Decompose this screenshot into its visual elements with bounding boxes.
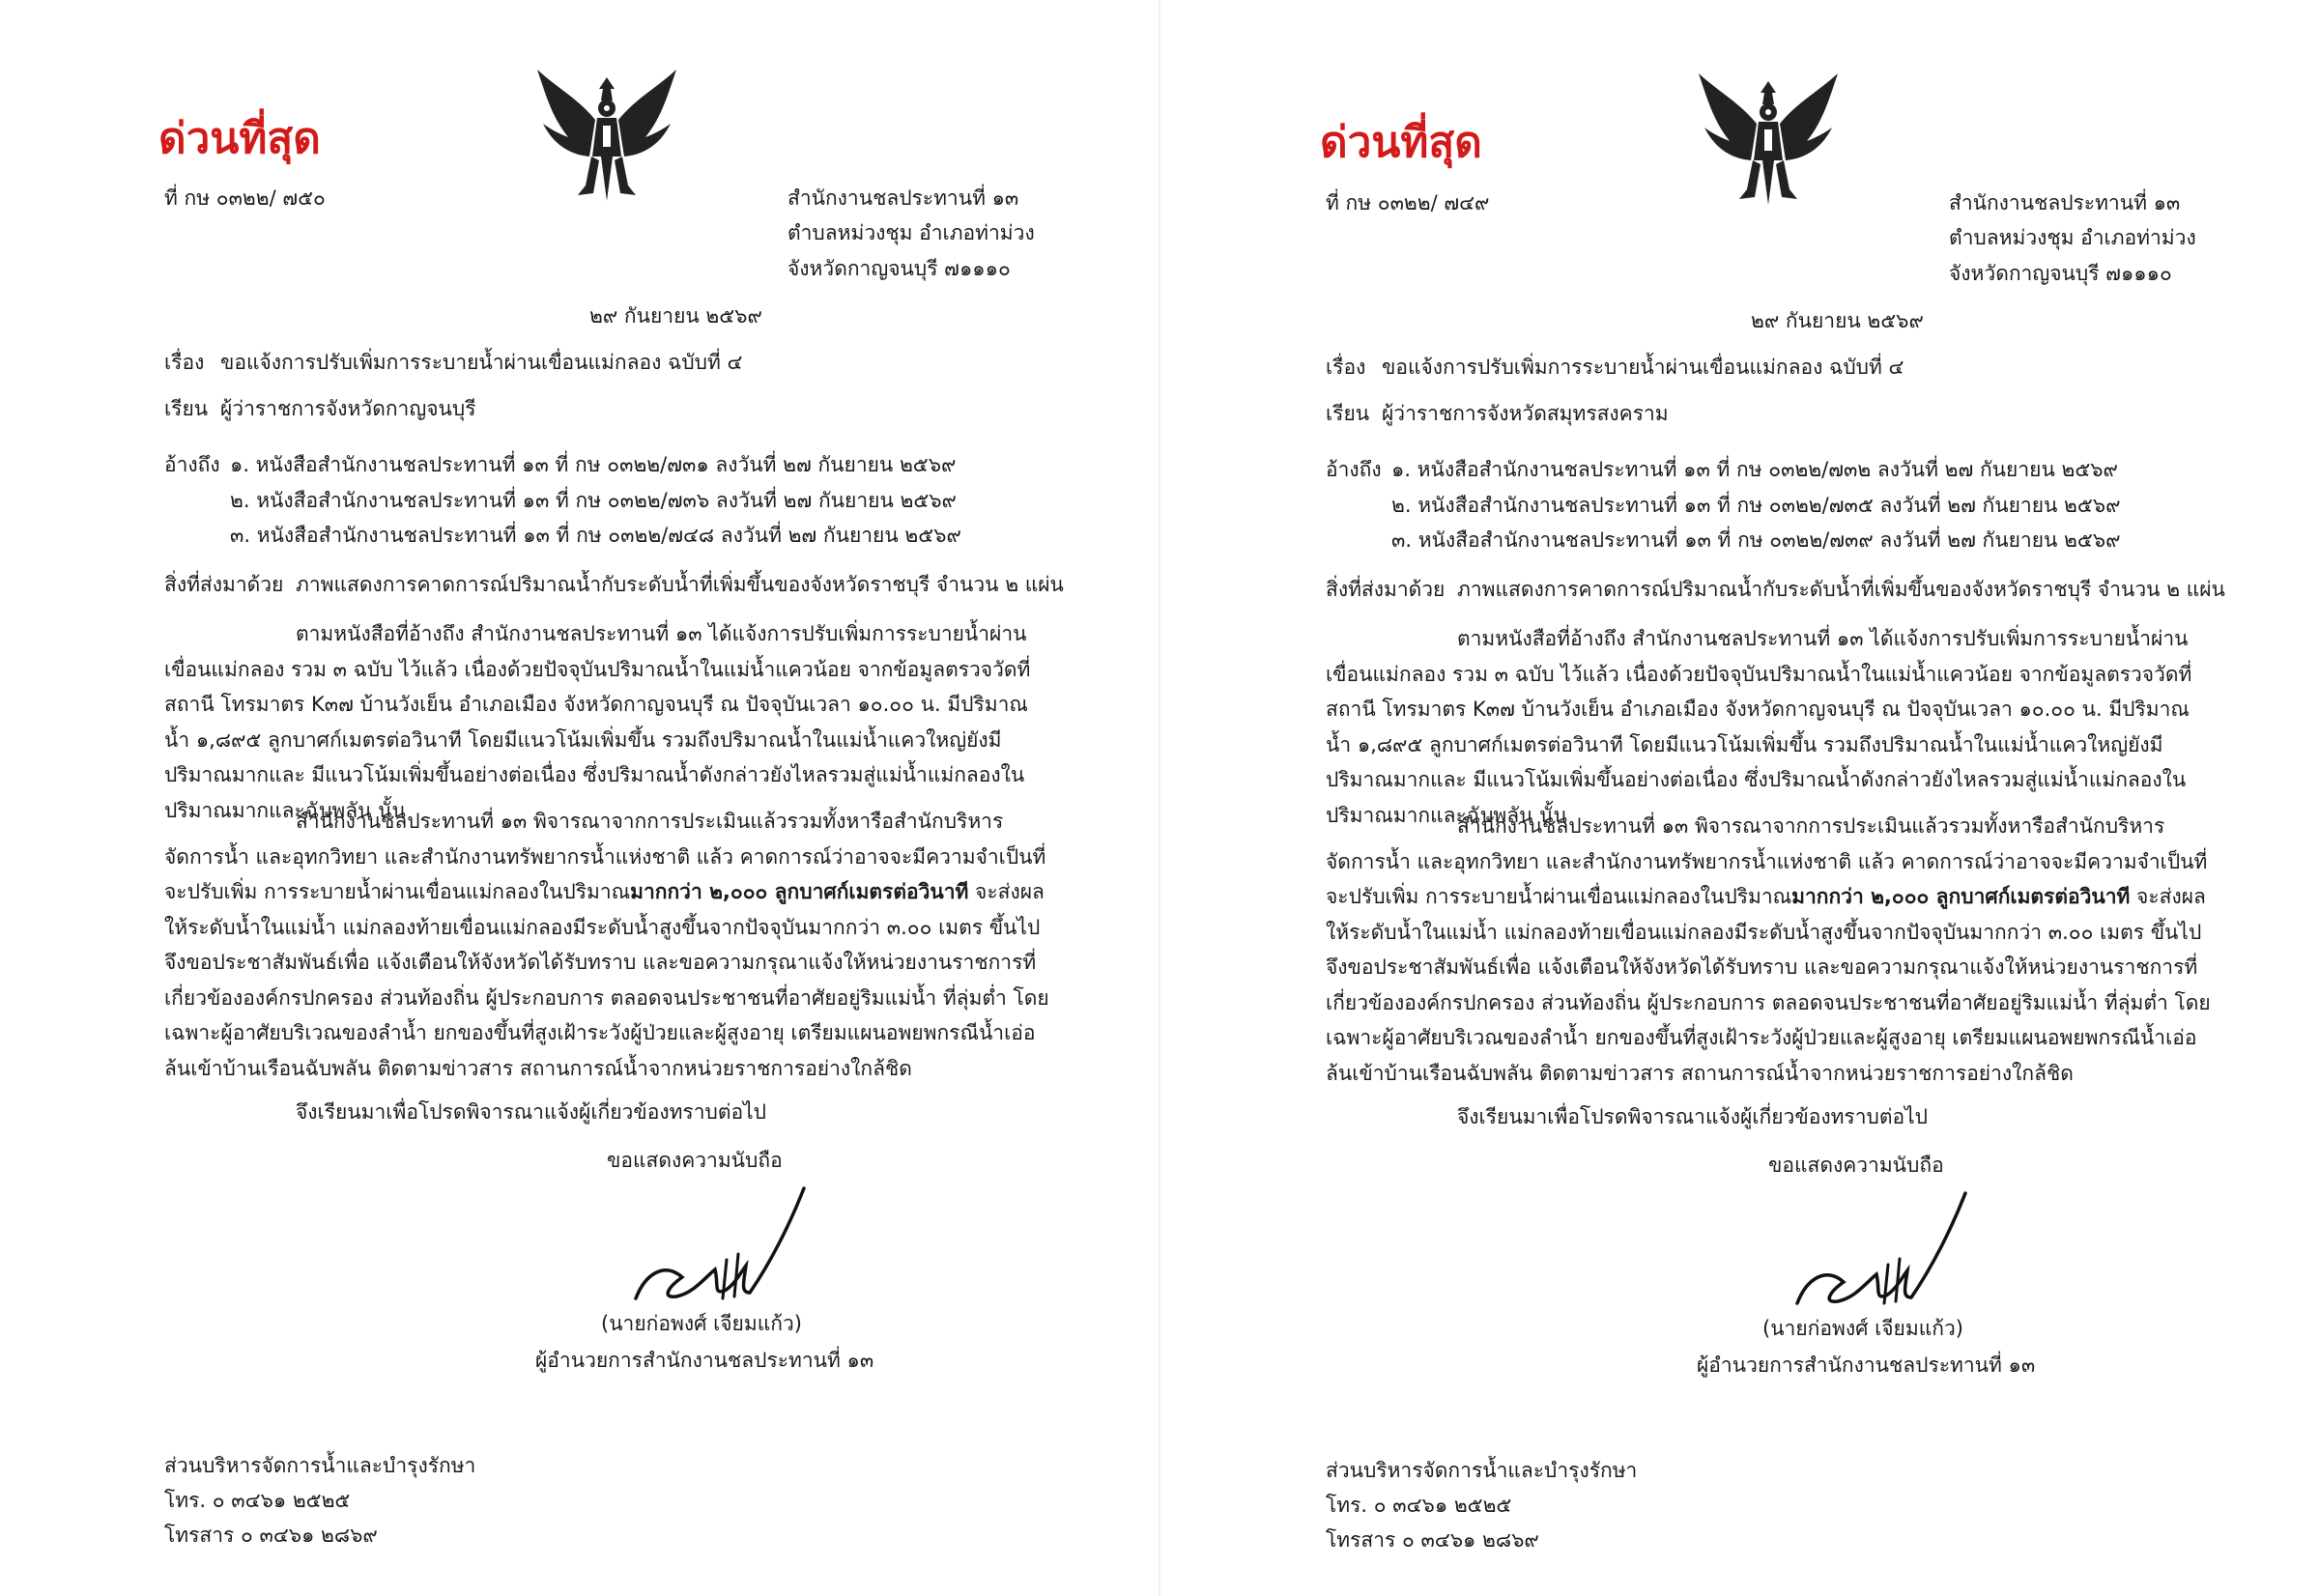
footer-fax: โทรสาร ๐ ๓๔๖๑ ๒๘๖๙ (164, 1524, 378, 1547)
subject-text: ขอแจ้งการปรับเพิ่มการระบายน้ำผ่านเขื่อนแม่กลอง ฉบับที่ ๔ (1382, 356, 1904, 379)
body-paragraph-1: ตามหนังสือที่อ้างถึง สำนักงานชลประทานที่ ๑๓ ได้แจ้งการปรับเพิ่มการระบายน้ำผ่าน เขื่อนแม่กลอง รวม ๓ ฉบับ ไว้แล้ว เนื่องด้วยปัจจุบันปริมาณน้ำในแม่น้ำแควน้อย จากข้อมูลตรวจวัดที่สถานี โทรมาตร K๓๗ บ้านวังเย็น อำเภอเมือง จังหวัดกาญจนบุรี ณ ปัจจุบันเวลา ๑๐.๐๐ น. มีปริมาณน้ำ ๑,๘๙๕ ลูกบาศก์เมตรต่อวินาที โดยมีแนวโน้มเพิ่มขึ้น รวมถึงปริมาณน้ำในแม่น้ำแควใหญ่ยังมีปริมาณมากและ มีแนวโน้มเพิ่มขึ้นอย่างต่อเนื่อง ซึ่งปริมาณน้ำดังกล่าวยังไหลรวมสู่แม่น้ำแม่กลองในปริมาณมากและฉับพลัน นั้น (164, 622, 1031, 822)
ref-item-2: ๒. หนังสือสำนักงานชลประทานที่ ๑๓ ที่ กษ ๐๓๒๒/๗๓๖ ลงวันที่ ๒๗ กันยายน ๒๕๖๙ (230, 489, 957, 512)
ref-item-1: ๑. หนังสือสำนักงานชลประทานที่ ๑๓ ที่ กษ ๐๓๒๒/๗๓๒ ลงวันที่ ๒๗ กันยายน ๒๕๖๙ (1391, 458, 2118, 481)
signature-icon (1788, 1189, 1971, 1325)
letter-right (1161, 0, 2319, 1596)
org-line-2: ตำบลหม่วงชุม อำเภอท่าม่วง (787, 221, 1035, 244)
org-line-3: จังหวัดกาญจนบุรี ๗๑๑๑๐ (787, 257, 1011, 280)
letter-date: ๒๙ กันยายน ๒๕๖๙ (589, 304, 762, 328)
enclosure-label: สิ่งที่ส่งมาด้วย (1326, 578, 1446, 601)
signature-icon (626, 1184, 810, 1320)
signer-position: ผู้อำนวยการสำนักงานชลประทานที่ ๑๓ (1697, 1354, 2036, 1377)
document-number: ที่ กษ ๐๓๒๒/ ๗๕๐ (164, 186, 326, 210)
page-divider (1159, 0, 1160, 1596)
regards-line: ขอแสดงความนับถือ (1768, 1154, 1944, 1177)
footer-fax: โทรสาร ๐ ๓๔๖๑ ๒๘๖๙ (1326, 1528, 1539, 1552)
footer-department: ส่วนบริหารจัดการน้ำและบำรุงรักษา (1326, 1459, 1638, 1482)
signer-name: (นายก่อพงศ์ เจียมแก้ว) (601, 1312, 802, 1335)
body-paragraph-2: สำนักงานชลประทานที่ ๑๓ พิจารณาจากการประเมินแล้วรวมทั้งหารือสำนักบริหารจัดการน้ำ และอุทกวิทยา และสำนักงานทรัพยากรน้ำแห่งชาติ แล้ว คาดการณ์ว่าอาจจะมีความจำเป็นที่จะปรับเพิ่ม การระบายน้ำผ่านเขื่อนแม่กลองในปริมาณมากกว่า ๒,๐๐๐ ลูกบาศก์เมตรต่อวินาที จะส่งผลให้ระดับน้ำในแม่น้ำ แม่กลองท้ายเขื่อนแม่กลองมีระดับน้ำสูงขึ้นจากปัจจุบันมากกว่า ๓.๐๐ เมตร ขึ้นไป จึงขอประชาสัมพันธ์เพื่อ แจ้งเตือนให้จังหวัดได้รับทราบ และขอความกรุณาแจ้งให้หน่วยงานราชการที่เกี่ยวข้ององค์กรปกครอง ส่วนท้องถิ่น ผู้ประกอบการ ตลอดจนประชาชนที่อาศัยอยู่ริมแม่น้ำ ที่ลุ่มต่ำ โดยเฉพาะผู้อาศัยบริเวณของลำน้ำ ยกของขึ้นที่สูงเฝ้าระวังผู้ป่วยและผู้สูงอายุ เตรียมแผนอพยพกรณีน้ำเอ่อล้นเข้าบ้านเรือนฉับพลัน ติดตามข่าวสาร สถานการณ์น้ำจากหน่วยราชการอย่างใกล้ชิด (1326, 814, 2211, 1085)
letter-left (0, 0, 1158, 1596)
ref-item-2: ๒. หนังสือสำนักงานชลประทานที่ ๑๓ ที่ กษ ๐๓๒๒/๗๓๕ ลงวันที่ ๒๗ กันยายน ๒๕๖๙ (1391, 494, 2121, 517)
ref-item-3: ๓. หนังสือสำนักงานชลประทานที่ ๑๓ ที่ กษ ๐๓๒๒/๗๔๘ ลงวันที่ ๒๗ กันยายน ๒๕๖๙ (230, 524, 961, 547)
enclosure-text: ภาพแสดงการคาดการณ์ปริมาณน้ำกับระดับน้ำที่เพิ่มขึ้นของจังหวัดราชบุรี จำนวน ๒ แผ่น (296, 573, 1064, 596)
closing-line: จึงเรียนมาเพื่อโปรดพิจารณาแจ้งผู้เกี่ยวข้องทราบต่อไป (296, 1100, 766, 1124)
to-label: เรียน (1326, 402, 1370, 425)
body-paragraph-2: สำนักงานชลประทานที่ ๑๓ พิจารณาจากการประเมินแล้วรวมทั้งหารือสำนักบริหารจัดการน้ำ และอุทกวิทยา และสำนักงานทรัพยากรน้ำแห่งชาติ แล้ว คาดการณ์ว่าอาจจะมีความจำเป็นที่จะปรับเพิ่ม การระบายน้ำผ่านเขื่อนแม่กลองในปริมาณมากกว่า ๒,๐๐๐ ลูกบาศก์เมตรต่อวินาที จะส่งผลให้ระดับน้ำในแม่น้ำ แม่กลองท้ายเขื่อนแม่กลองมีระดับน้ำสูงขึ้นจากปัจจุบันมากกว่า ๓.๐๐ เมตร ขึ้นไป จึงขอประชาสัมพันธ์เพื่อ แจ้งเตือนให้จังหวัดได้รับทราบ และขอความกรุณาแจ้งให้หน่วยงานราชการที่เกี่ยวข้ององค์กรปกครอง ส่วนท้องถิ่น ผู้ประกอบการ ตลอดจนประชาชนที่อาศัยอยู่ริมแม่น้ำ ที่ลุ่มต่ำ โดยเฉพาะผู้อาศัยบริเวณของลำน้ำ ยกของขึ้นที่สูงเฝ้าระวังผู้ป่วยและผู้สูงอายุ เตรียมแผนอพยพกรณีน้ำเอ่อล้นเข้าบ้านเรือนฉับพลัน ติดตามข่าวสาร สถานการณ์น้ำจากหน่วยราชการอย่างใกล้ชิด (164, 810, 1049, 1080)
subject-label: เรื่อง (164, 351, 205, 374)
org-line-2: ตำบลหม่วงชุม อำเภอท่าม่วง (1949, 226, 2196, 249)
footer-phone: โทร. ๐ ๓๔๖๑ ๒๕๒๕ (164, 1489, 351, 1512)
urgent-stamp: ด่วนที่สุด (158, 114, 321, 163)
ref-label: อ้างถึง (164, 453, 220, 476)
highlight-volume: มากกว่า ๒,๐๐๐ ลูกบาศก์เมตรต่อวินาที (630, 880, 969, 903)
ref-item-3: ๓. หนังสือสำนักงานชลประทานที่ ๑๓ ที่ กษ ๐๓๒๒/๗๓๙ ลงวันที่ ๒๗ กันยายน ๒๕๖๙ (1391, 528, 2121, 552)
org-line-1: สำนักงานชลประทานที่ ๑๓ (787, 186, 1019, 210)
subject-text: ขอแจ้งการปรับเพิ่มการระบายน้ำผ่านเขื่อนแม่กลอง ฉบับที่ ๔ (220, 351, 743, 374)
org-line-3: จังหวัดกาญจนบุรี ๗๑๑๑๐ (1949, 262, 2172, 285)
footer-department: ส่วนบริหารจัดการน้ำและบำรุงรักษา (164, 1454, 476, 1477)
letter-date: ๒๙ กันยายน ๒๕๖๙ (1751, 309, 1924, 332)
closing-line: จึงเรียนมาเพื่อโปรดพิจารณาแจ้งผู้เกี่ยวข้องทราบต่อไป (1457, 1105, 1928, 1128)
signer-name: (นายก่อพงศ์ เจียมแก้ว) (1762, 1317, 1963, 1340)
to-text: ผู้ว่าราชการจังหวัดสมุทรสงคราม (1382, 402, 1669, 425)
org-line-1: สำนักงานชลประทานที่ ๑๓ (1949, 191, 2181, 214)
to-text: ผู้ว่าราชการจังหวัดกาญจนบุรี (220, 397, 476, 420)
footer-phone: โทร. ๐ ๓๔๖๑ ๒๕๒๕ (1326, 1494, 1512, 1517)
body-paragraph-1: ตามหนังสือที่อ้างถึง สำนักงานชลประทานที่ ๑๓ ได้แจ้งการปรับเพิ่มการระบายน้ำผ่าน เขื่อนแม่กลอง รวม ๓ ฉบับ ไว้แล้ว เนื่องด้วยปัจจุบันปริมาณน้ำในแม่น้ำแควน้อย จากข้อมูลตรวจวัดที่สถานี โทรมาตร K๓๗ บ้านวังเย็น อำเภอเมือง จังหวัดกาญจนบุรี ณ ปัจจุบันเวลา ๑๐.๐๐ น. มีปริมาณน้ำ ๑,๘๙๕ ลูกบาศก์เมตรต่อวินาที โดยมีแนวโน้มเพิ่มขึ้น รวมถึงปริมาณน้ำในแม่น้ำแควใหญ่ยังมีปริมาณมากและ มีแนวโน้มเพิ่มขึ้นอย่างต่อเนื่อง ซึ่งปริมาณน้ำดังกล่าวยังไหลรวมสู่แม่น้ำแม่กลองในปริมาณมากและฉับพลัน นั้น (1326, 627, 2192, 827)
document-number: ที่ กษ ๐๓๒๒/ ๗๔๙ (1326, 191, 1490, 214)
subject-label: เรื่อง (1326, 356, 1366, 379)
highlight-volume: มากกว่า ๒,๐๐๐ ลูกบาศก์เมตรต่อวินาที (1791, 885, 2131, 908)
signer-position: ผู้อำนวยการสำนักงานชลประทานที่ ๑๓ (535, 1349, 874, 1372)
enclosure-label: สิ่งที่ส่งมาด้วย (164, 573, 284, 596)
to-label: เรียน (164, 397, 209, 420)
enclosure-text: ภาพแสดงการคาดการณ์ปริมาณน้ำกับระดับน้ำที่เพิ่มขึ้นของจังหวัดราชบุรี จำนวน ๒ แผ่น (1457, 578, 2225, 601)
urgent-stamp: ด่วนที่สุด (1320, 118, 1482, 167)
regards-line: ขอแสดงความนับถือ (607, 1149, 783, 1172)
garuda-emblem-icon (530, 60, 684, 205)
ref-label: อ้างถึง (1326, 458, 1382, 481)
ref-item-1: ๑. หนังสือสำนักงานชลประทานที่ ๑๓ ที่ กษ ๐๓๒๒/๗๓๑ ลงวันที่ ๒๗ กันยายน ๒๕๖๙ (230, 453, 957, 476)
garuda-emblem-icon (1691, 64, 1846, 209)
